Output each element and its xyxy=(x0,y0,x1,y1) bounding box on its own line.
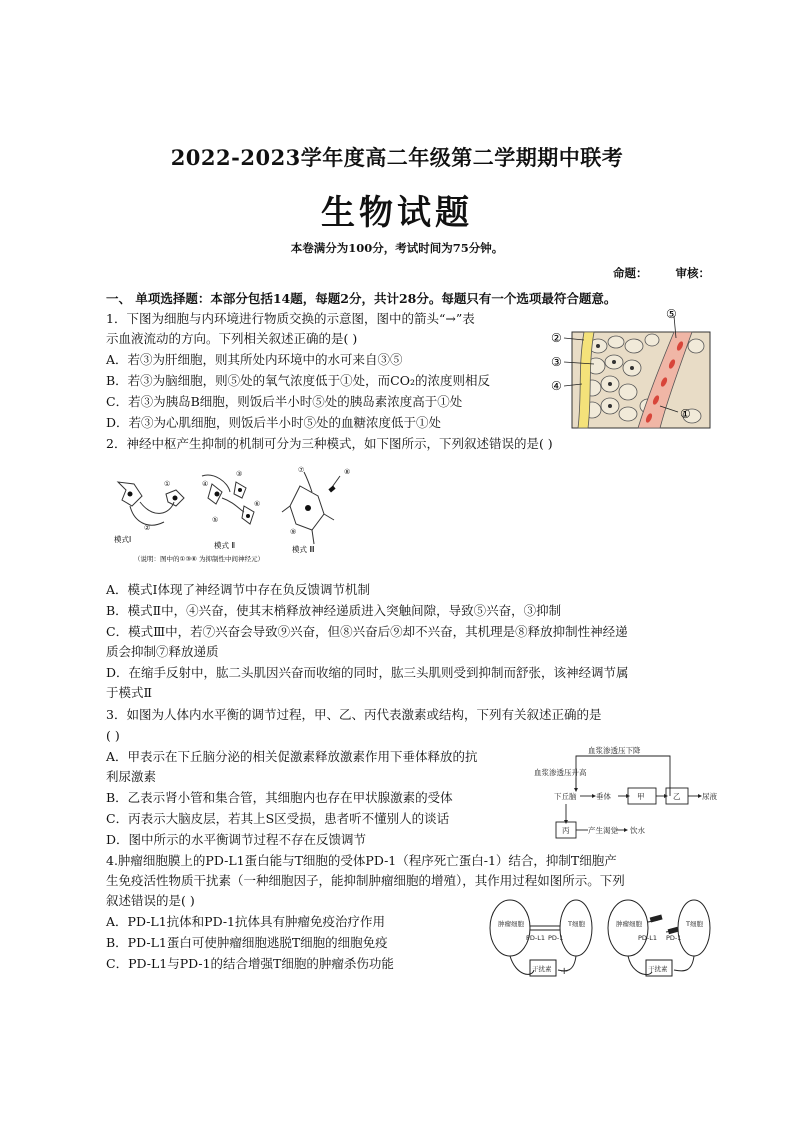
q1-stem-line1: 1．下图为细胞与内环境进行物质交换的示意图，图中的箭头“→”表 xyxy=(106,311,475,326)
q4-option-b: B．PD-L1蛋白可使肿瘤细胞逃脱T细胞的细胞免疫 xyxy=(106,935,388,950)
fig-label-1: ① xyxy=(680,407,691,421)
q4-stem-line3: 叙述错误的是( ) xyxy=(106,893,195,908)
q3-option-d: D．图中所示的水平衡调节过程不存在反馈调节 xyxy=(106,832,367,847)
q2-num-9: ⑨ xyxy=(290,528,297,536)
q4-stem-line2: 生免疫活性物质干扰素（一种细胞因子，能抑制肿瘤细胞的增殖），其作用过程如图所示。下列 xyxy=(106,873,625,888)
q2-mode-1: 模式Ⅰ xyxy=(114,535,132,544)
q2-num-3: ③ xyxy=(236,470,243,478)
q1-option-d: D．若③为心肌细胞，则饭后半小时⑤处的血糖浓度低于①处 xyxy=(106,415,442,430)
q2-num-1: ① xyxy=(164,480,171,488)
q4-pdl1-diagram xyxy=(488,892,718,982)
q3-pituitary: 垂体 xyxy=(596,792,611,801)
q2-option-a: A．模式Ⅰ体现了神经调节中存在负反馈调节机制 xyxy=(106,582,370,597)
q3-urine: 尿液 xyxy=(702,792,717,801)
q2-num-6: ⑥ xyxy=(254,500,261,508)
q3-thirst: 产生渴觉 xyxy=(588,826,618,835)
q4-ifn-right: 干扰素 xyxy=(648,965,668,973)
q3-hypothalamus: 下丘脑 xyxy=(554,792,577,801)
q4-option-a: A．PD-L1抗体和PD-1抗体具有肿瘤免疫治疗作用 xyxy=(106,914,386,929)
q4-stem-line1: 4.肿瘤细胞膜上的PD-L1蛋白能与T细胞的受体PD-1（程序死亡蛋白-1）结合，抑制T细胞产 xyxy=(106,853,617,868)
q3-option-a-line1: A．甲表示在下丘脑分泌的相关促激素释放激素作用下垂体释放的抗 xyxy=(106,749,478,764)
q2-option-d-line2: 于模式Ⅱ xyxy=(106,685,152,700)
q1-option-c: C．若③为胰岛B细胞，则饭后半小时⑤处的胰岛素浓度高于①处 xyxy=(106,394,463,409)
q2-num-5: ⑤ xyxy=(212,516,219,524)
exam-title: 2022-2023学年度高二年级第二学期期中联考 xyxy=(170,145,624,170)
fig-label-2: ② xyxy=(551,331,562,345)
subject-title: 生物试题 xyxy=(321,193,473,233)
q2-num-8: ⑧ xyxy=(344,468,351,476)
q3-top-label: 血浆渗透压下降 xyxy=(588,746,641,755)
reviewer-label: 审核： xyxy=(675,266,710,280)
q2-neuron-figure xyxy=(104,462,364,562)
fig-label-4: ④ xyxy=(551,379,562,393)
q3-drink: 饮水 xyxy=(630,826,645,835)
q3-option-c: C．丙表示大脑皮层，若其上S区受损，患者听不懂别人的谈话 xyxy=(106,811,450,826)
q2-caption: （说明：图中的①③⑥ 为抑制性中间神经元） xyxy=(134,555,265,562)
q2-option-c-line1: C．模式Ⅲ中，若⑦兴奋会导致⑨兴奋，但⑧兴奋后⑨却不兴奋，其机理是⑧释放抑制性神经递 xyxy=(106,624,628,639)
q3-rise-label: 血浆渗透压升高 xyxy=(534,768,587,777)
q2-option-b: B．模式Ⅱ中，④兴奋，使其末梢释放神经递质进入突触间隙，导致⑤兴奋，③抑制 xyxy=(106,603,562,618)
q1-tissue-figure xyxy=(548,306,712,430)
q4-tumor-label-left: 肿瘤细胞 xyxy=(498,920,524,928)
q4-tumor-label-right: 肿瘤细胞 xyxy=(616,920,642,928)
q4-block-mark: + xyxy=(560,966,569,977)
q4-pdl1-right: PD-L1 xyxy=(638,934,658,942)
authors xyxy=(607,265,710,281)
q4-pd1-right: PD-1 xyxy=(666,934,682,942)
q4-option-c: C．PD-L1与PD-1的结合增强T细胞的肿瘤杀伤功能 xyxy=(106,956,394,971)
q3-option-b: B．乙表示肾小管和集合管，其细胞内也存在甲状腺激素的受体 xyxy=(106,790,453,805)
q2-num-7: ⑦ xyxy=(298,466,305,474)
q2-option-d-line1: D．在缩手反射中，肱二头肌因兴奋而收缩的同时，肱三头肌则受到抑制而舒张，该神经调节属 xyxy=(106,665,629,680)
q1-option-a: A．若③为肝细胞，则其所处内环境中的水可来自③⑤ xyxy=(106,352,403,367)
section-heading: 一、 单项选择题：本部分包括14题，每题2分，共计28分。每题只有一个选项最符合题意。 xyxy=(106,291,617,306)
q4-tcell-label-right: T细胞 xyxy=(686,920,703,928)
q3-bing: 丙 xyxy=(562,826,570,835)
q3-option-a-line2: 利尿激素 xyxy=(106,769,157,784)
q2-num-4: ④ xyxy=(202,480,209,488)
exam-note: 本卷满分为100分，考试时间为75分钟。 xyxy=(290,241,504,255)
q1-option-b: B．若③为脑细胞，则⑤处的氧气浓度低于①处，而CO₂的浓度则相反 xyxy=(106,373,491,388)
q1-stem-line2: 示血液流动的方向。下列相关叙述正确的是( ) xyxy=(106,331,358,346)
q3-stem-line2: ( ) xyxy=(106,728,120,743)
q4-tcell-label-left: T细胞 xyxy=(568,920,585,928)
q2-mode-2: 模式 Ⅱ xyxy=(214,541,236,550)
author-label: 命题： xyxy=(613,266,648,280)
q3-yi: 乙 xyxy=(673,792,681,801)
q4-pdl1-left: PD-L1 xyxy=(526,934,546,942)
q2-stem: 2．神经中枢产生抑制的机制可分为三种模式，如下图所示，下列叙述错误的是( ) xyxy=(106,436,553,451)
q4-ifn-left: 干扰素 xyxy=(532,965,552,973)
fig-label-3: ③ xyxy=(551,355,562,369)
q2-num-2: ② xyxy=(144,524,151,532)
q2-mode-3: 模式 Ⅲ xyxy=(292,545,315,554)
q3-stem-line1: 3．如图为人体内水平衡的调节过程，甲、乙、丙代表激素或结构，下列有关叙述正确的是 xyxy=(106,707,602,722)
q3-jia: 甲 xyxy=(637,792,645,801)
q4-pd1-left: PD-1 xyxy=(548,934,564,942)
q3-flow-diagram xyxy=(530,744,730,840)
q2-option-c-line2: 质会抑制⑦释放递质 xyxy=(106,644,219,659)
fig-label-5: ⑤ xyxy=(666,307,677,321)
